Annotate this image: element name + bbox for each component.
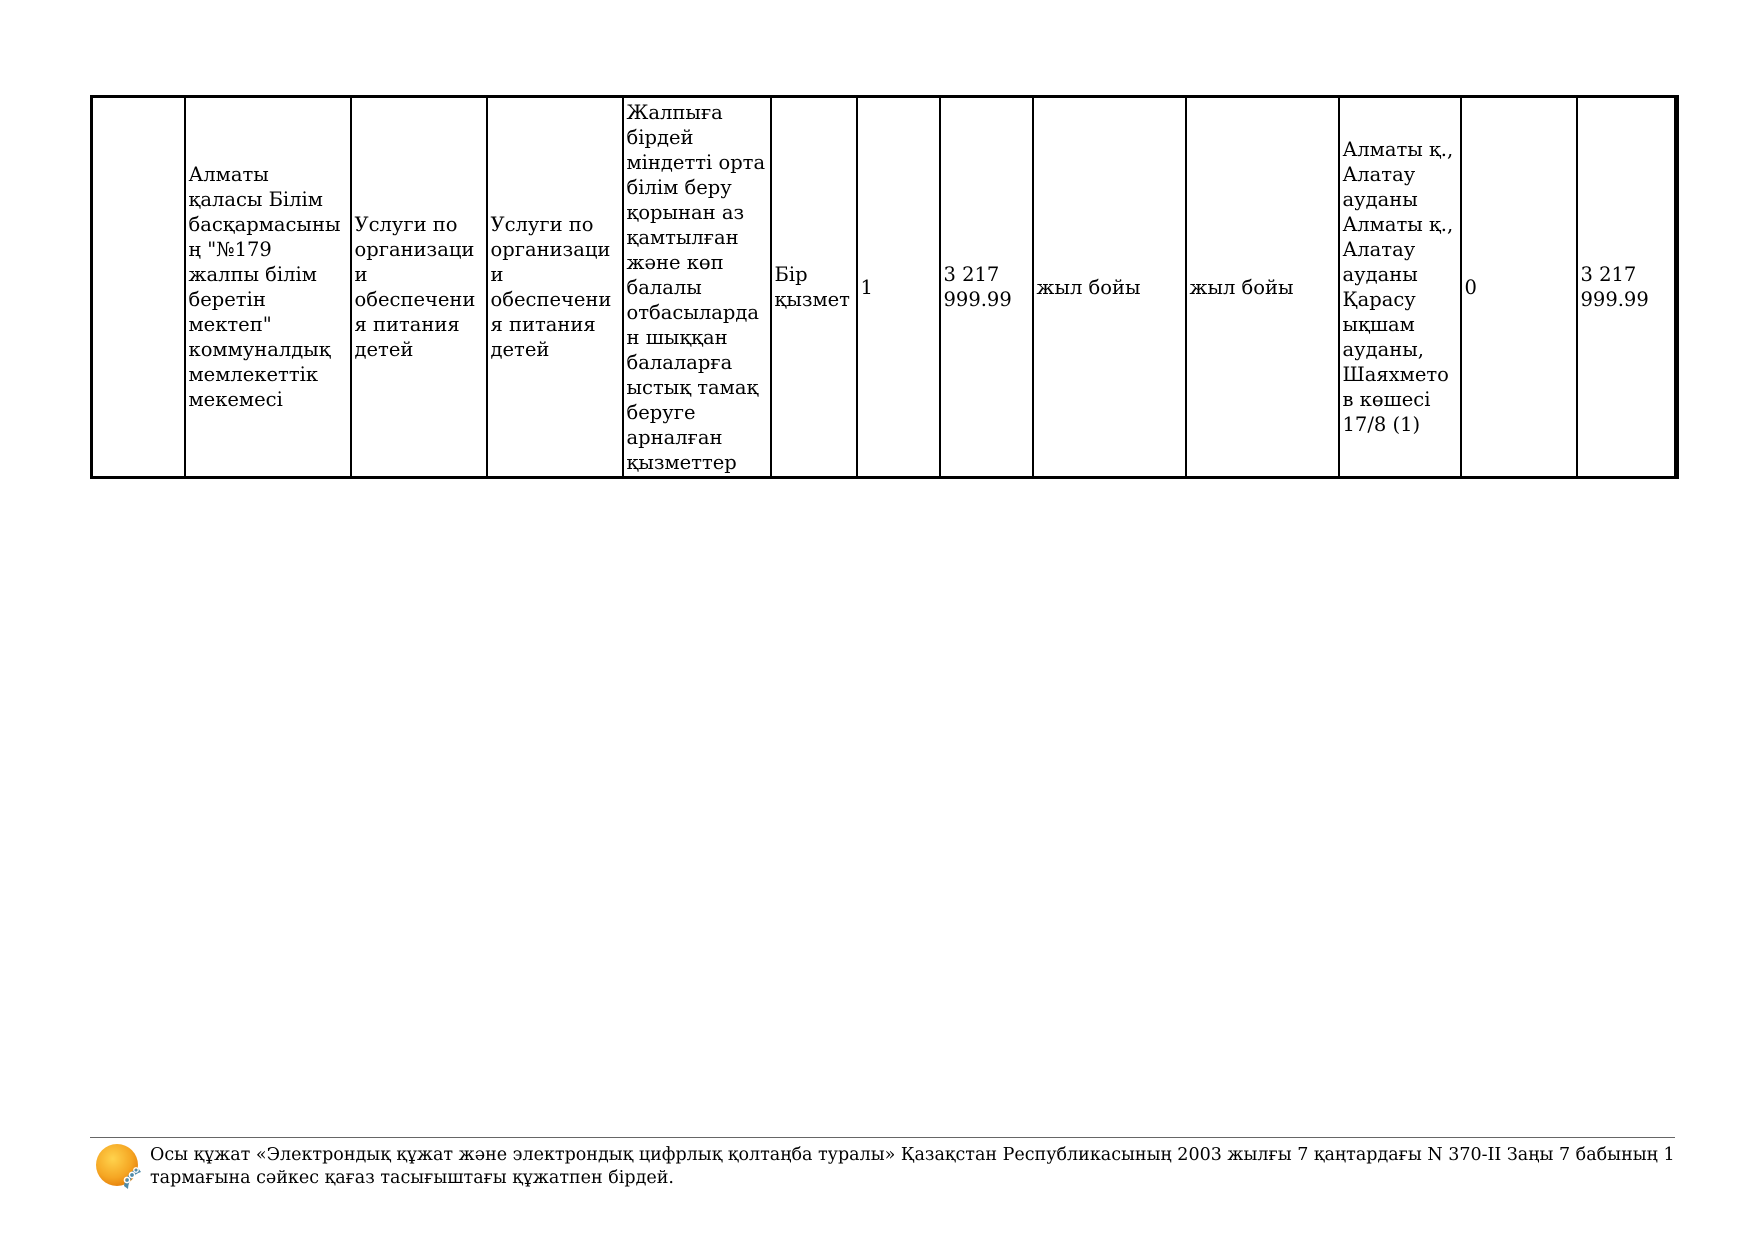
cell-quantity: 1 bbox=[857, 97, 940, 478]
cell-service-name: Услуги по организации обеспечения питания детей bbox=[351, 97, 487, 478]
cell-customer: Алматы қаласы Білім басқармасының "№179 жалпы білім беретін мектеп" коммуналдық мемлекеттік мекемесі bbox=[185, 97, 351, 478]
cell-number bbox=[92, 97, 185, 478]
procurement-table bbox=[90, 95, 1679, 479]
cell-total-amount: 3 217 999.99 bbox=[1577, 97, 1677, 478]
footer-divider bbox=[90, 1137, 1675, 1138]
cell-delivery-period: жыл бойы bbox=[1033, 97, 1186, 478]
legal-notice: Осы құжат «Электрондық құжат және электрондық цифрлық қолтаңба туралы» Қазақстан Республикасының 2003 жылғы 7 қаңтардағы N 370-II Заңы 7 бабының 1 тармағына сәйкес қағаз тасығыштағы құжатпен бірдей. bbox=[150, 1145, 1675, 1188]
cell-delivery-term: жыл бойы bbox=[1186, 97, 1339, 478]
cell-service-description: Жалпыға бірдей міндетті орта білім беру қорынан аз қамтылған және көп балалы отбасылардан шыққан балаларға ыстық тамақ беруге арналған қызметтер bbox=[623, 97, 771, 478]
cell-unit-price: 3 217 999.99 bbox=[940, 97, 1033, 478]
table-row bbox=[92, 97, 1677, 478]
footer bbox=[90, 1140, 1675, 1200]
cell-delivery-address: Алматы қ., Алатау ауданы Алматы қ., Алатау ауданы Қарасу ықшам ауданы, Шаяхметов көшесі 17/8 (1) bbox=[1339, 97, 1461, 478]
cell-unit: Бір қызмет bbox=[771, 97, 857, 478]
egov-sun-logo-icon bbox=[94, 1142, 142, 1190]
cell-service-short-description: Услуги по организации обеспечения питания детей bbox=[487, 97, 623, 478]
cell-advance: 0 bbox=[1461, 97, 1577, 478]
